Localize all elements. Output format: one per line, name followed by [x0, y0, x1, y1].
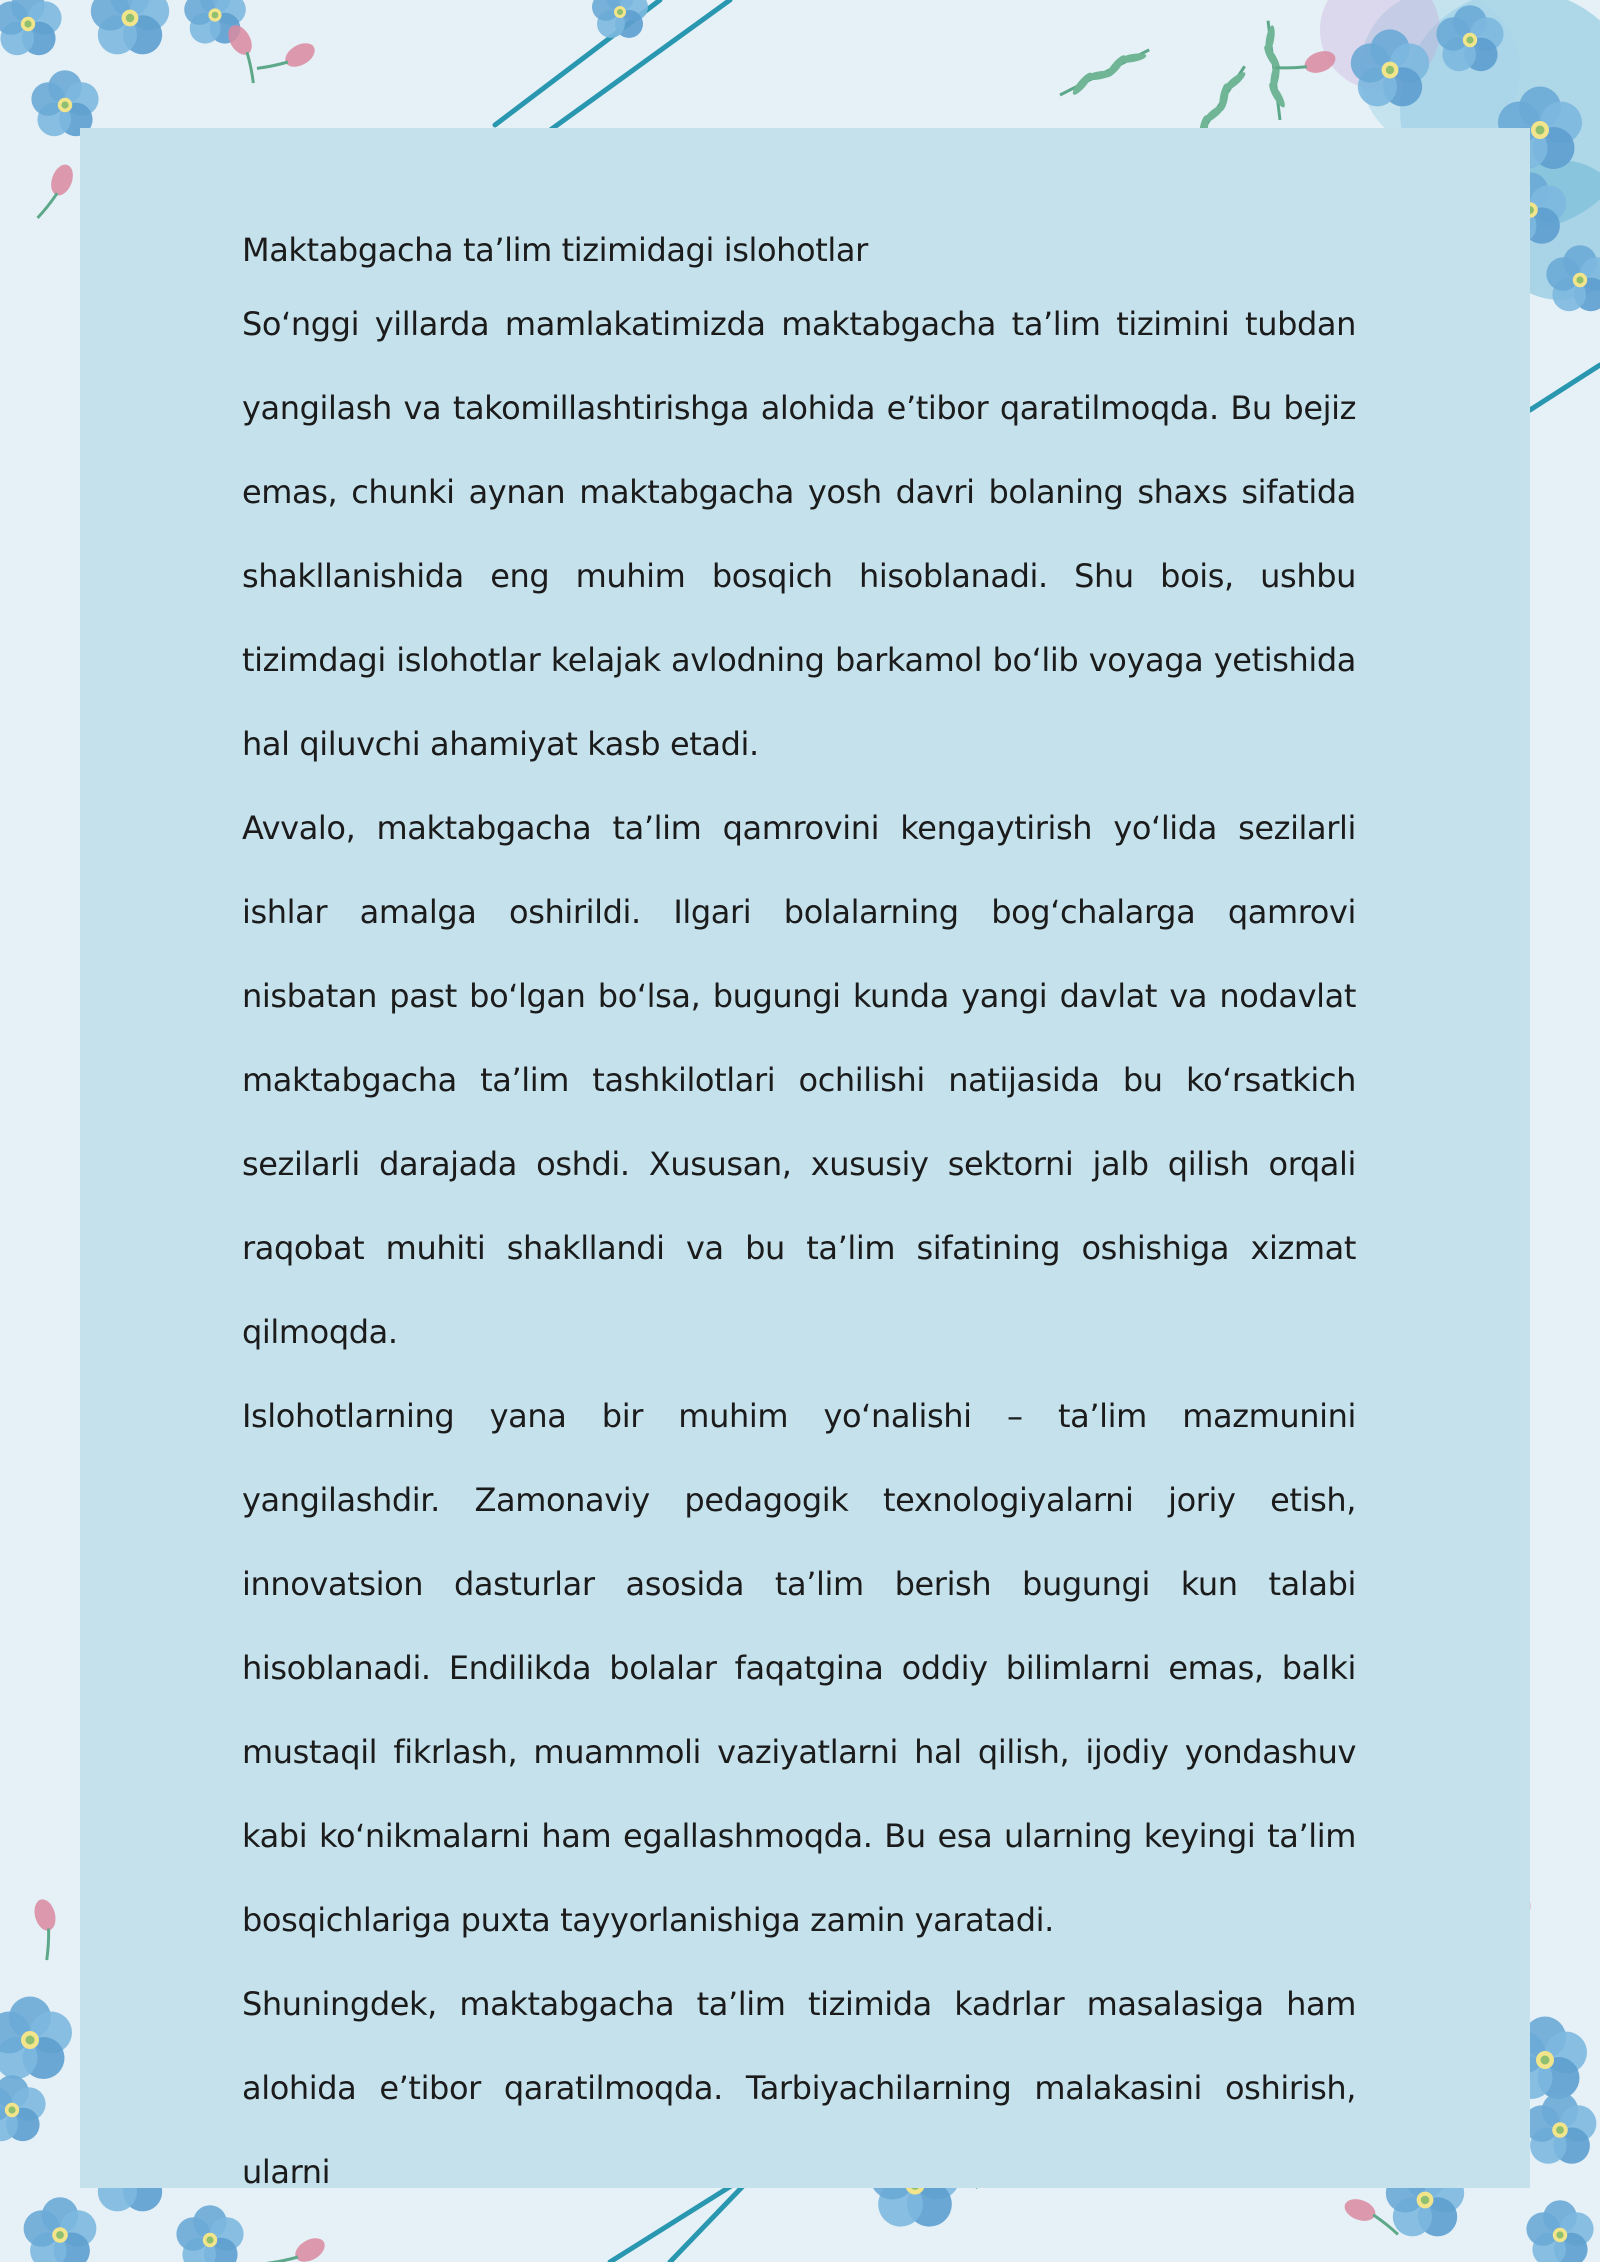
paragraph: Avvalo, maktabgacha ta’lim qamrovini kengaytirish yo‘lida sezilarli ishlar amalga oshirildi. Ilgari bolalarning bog‘chalarga qamrovi nisbatan past bo‘lgan bo‘lsa, bugungi kunda yangi davlat va nodavlat maktabgacha ta’lim tashkilotlari ochilishi natijasida bu ko‘rsatkich sezilarli darajada oshdi. Xususan, xususiy sektorni jalb qilish orqali raqobat muhiti shakllandi va bu ta’lim sifatining oshishiga xizmat qilmoqda. [242, 809, 1356, 1351]
paragraph: Islohotlarning yana bir muhim yo‘nalishi – ta’lim mazmunini yangilashdir. Zamonaviy pedagogik texnologiyalarni joriy etish, innovatsion dasturlar asosida ta’lim berish bugungi kun talabi hisoblanadi. Endilikda bolalar faqatgina oddiy bilimlarni emas, balki mustaqil fikrlash, muammoli vaziyatlarni hal qilish, ijodiy yondashuv kabi ko‘nikmalarni ham egallashmoqda. Bu esa ularning keyingi ta’lim bosqichlariga puxta tayyorlanishiga zamin yaratadi. [242, 1397, 1356, 1939]
document-title: Maktabgacha ta’lim tizimidagi islohotlar [242, 231, 868, 269]
paragraph: Shuningdek, maktabgacha ta’lim tizimida kadrlar masalasiga ham alohida e’tibor qaratilmoqda. Tarbiyachilarning malakasini oshirish, ularni [242, 1985, 1356, 2191]
paragraph: So‘nggi yillarda mamlakatimizda maktabgacha ta’lim tizimini tubdan yangilash va takomillashtirishga alohida e’tibor qaratilmoqda. Bu bejiz emas, chunki aynan maktabgacha yosh davri bolaning shaxs sifatida shakllanishida eng muhim bosqich hisoblanadi. Shu bois, ushbu tizimdagi islohotlar kelajak avlodning barkamol bo‘lib voyaga yetishida hal qiluvchi ahamiyat kasb etadi. [242, 305, 1356, 763]
document-body [242, 218, 1356, 2214]
